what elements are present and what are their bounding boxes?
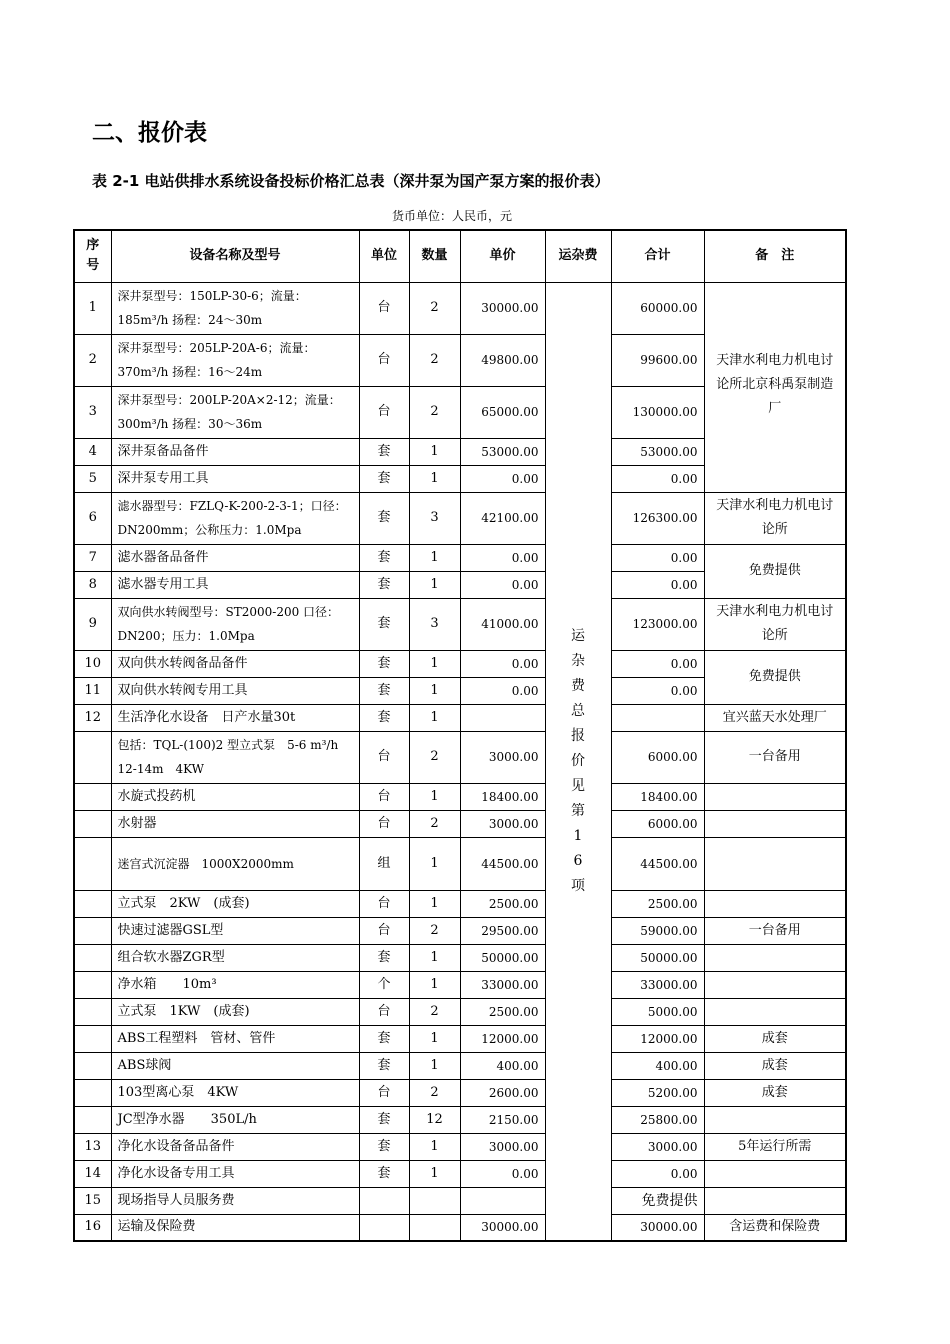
- row-total: 50000.00: [611, 944, 704, 971]
- row-price: 44500.00: [460, 837, 545, 890]
- row-total: 2500.00: [611, 890, 704, 917]
- table-row: [74, 1214, 846, 1241]
- row-total: 5200.00: [611, 1079, 704, 1106]
- row-name: 净水箱 10m³: [111, 971, 359, 998]
- row-name: JC型净水器 350L/h: [111, 1106, 359, 1133]
- table-row: [74, 971, 846, 998]
- currency-note: 货币单位：人民币，元: [392, 209, 513, 223]
- table-row: [74, 731, 846, 783]
- row-seq: [74, 783, 111, 810]
- table-row: [74, 492, 846, 544]
- row-qty: 1: [409, 1052, 460, 1079]
- row-unit: 个: [359, 971, 409, 998]
- row-name: 运输及保险费: [111, 1214, 359, 1241]
- table-row: [74, 917, 846, 944]
- row-seq: [74, 998, 111, 1025]
- row-price: 12000.00: [460, 1025, 545, 1052]
- row-name: 深井泵型号：150LP-30-6；流量：185m³/h 扬程：24～30m: [111, 282, 359, 334]
- row-name: 迷宫式沉淀器 1000X2000mm: [111, 837, 359, 890]
- row-qty: 1: [409, 783, 460, 810]
- row-price: 0.00: [460, 677, 545, 704]
- row-unit: 台: [359, 282, 409, 334]
- table-row: [74, 837, 846, 890]
- row-remark: [704, 944, 846, 971]
- row-name: 深井泵专用工具: [111, 465, 359, 492]
- row-name: 包括：TQL-(100)2 型立式泵 5-6 m³/h 12-14m 4KW: [111, 731, 359, 783]
- table-header-row: [74, 230, 846, 282]
- row-price: 2500.00: [460, 998, 545, 1025]
- row-qty: 1: [409, 971, 460, 998]
- header-freight: 运杂费: [545, 230, 611, 282]
- row-price: 65000.00: [460, 386, 545, 438]
- row-price: 2150.00: [460, 1106, 545, 1133]
- row-unit: 组: [359, 837, 409, 890]
- row-seq: 7: [74, 544, 111, 571]
- table-row: [74, 890, 846, 917]
- row-name: 滤水器专用工具: [111, 571, 359, 598]
- row-seq: [74, 917, 111, 944]
- table-row: [74, 1079, 846, 1106]
- row-unit: 台: [359, 1079, 409, 1106]
- table-row: [74, 598, 846, 650]
- row-name: ABS球阀: [111, 1052, 359, 1079]
- row-qty: 3: [409, 598, 460, 650]
- remark-row-6: 天津水利电力机电讨论所: [704, 492, 846, 544]
- row-total: 3000.00: [611, 1133, 704, 1160]
- row-seq: 5: [74, 465, 111, 492]
- table-caption: 表 2-1 电站供排水系统设备投标价格汇总表（深井泵为国产泵方案的报价表）: [92, 172, 610, 190]
- row-qty: 1: [409, 571, 460, 598]
- row-remark: [704, 783, 846, 810]
- row-price: 3000.00: [460, 810, 545, 837]
- remark-backup-2: 一台备用: [704, 917, 846, 944]
- row-unit: 台: [359, 917, 409, 944]
- row-seq: [74, 1052, 111, 1079]
- row-total: 12000.00: [611, 1025, 704, 1052]
- row-name: 深井泵型号：205LP-20A-6；流量：370m³/h 扬程：16～24m: [111, 334, 359, 386]
- row-price: 400.00: [460, 1052, 545, 1079]
- table-row: [74, 1025, 846, 1052]
- row-unit: 套: [359, 598, 409, 650]
- row-price: 3000.00: [460, 731, 545, 783]
- row-total: 25800.00: [611, 1106, 704, 1133]
- row-remark: [704, 1106, 846, 1133]
- row-name: 组合软水器ZGR型: [111, 944, 359, 971]
- row-remark: [704, 1187, 846, 1214]
- row-name: 现场指导人员服务费: [111, 1187, 359, 1214]
- row-price: 30000.00: [460, 282, 545, 334]
- row-unit: 套: [359, 677, 409, 704]
- row-name: 净化水设备专用工具: [111, 1160, 359, 1187]
- page-heading: 二、报价表: [92, 120, 207, 146]
- row-seq: 6: [74, 492, 111, 544]
- row-name: 净化水设备备品备件: [111, 1133, 359, 1160]
- header-total: 合计: [611, 230, 704, 282]
- row-unit: 套: [359, 944, 409, 971]
- table-row: [74, 810, 846, 837]
- row-price: 29500.00: [460, 917, 545, 944]
- row-name: 水旋式投药机: [111, 783, 359, 810]
- row-seq: [74, 1025, 111, 1052]
- row-remark: [704, 998, 846, 1025]
- row-total: 123000.00: [611, 598, 704, 650]
- row-seq: 11: [74, 677, 111, 704]
- row-total: 5000.00: [611, 998, 704, 1025]
- row-unit: 套: [359, 1160, 409, 1187]
- table-row: [74, 1187, 846, 1214]
- row-total: 0.00: [611, 571, 704, 598]
- row-seq: [74, 971, 111, 998]
- row-unit: 套: [359, 465, 409, 492]
- row-seq: [74, 890, 111, 917]
- row-total: 30000.00: [611, 1214, 704, 1241]
- table-row: [74, 650, 846, 677]
- row-seq: [74, 837, 111, 890]
- row-seq: 9: [74, 598, 111, 650]
- row-price: 2500.00: [460, 890, 545, 917]
- row-total: 44500.00: [611, 837, 704, 890]
- row-name: 生活净化水设备 日产水量30t: [111, 704, 359, 731]
- row-price: 0.00: [460, 544, 545, 571]
- row-name: 快速过滤器GSL型: [111, 917, 359, 944]
- row-price: 0.00: [460, 465, 545, 492]
- row-total: 33000.00: [611, 971, 704, 998]
- row-seq: 4: [74, 438, 111, 465]
- remark-set-2: 成套: [704, 1052, 846, 1079]
- row-name: 103型离心泵 4KW: [111, 1079, 359, 1106]
- row-unit: 台: [359, 731, 409, 783]
- row-seq: [74, 810, 111, 837]
- row-qty: 2: [409, 917, 460, 944]
- row-seq: 13: [74, 1133, 111, 1160]
- table-row: [74, 783, 846, 810]
- header-unit: 单位: [359, 230, 409, 282]
- price-table: [73, 229, 847, 1242]
- remark-row-9: 天津水利电力机电讨论所: [704, 598, 846, 650]
- row-price: 3000.00: [460, 1133, 545, 1160]
- row-unit: 台: [359, 386, 409, 438]
- row-total: 0.00: [611, 544, 704, 571]
- row-qty: 2: [409, 731, 460, 783]
- table-row: [74, 544, 846, 571]
- row-qty: 1: [409, 704, 460, 731]
- row-price: 0.00: [460, 1160, 545, 1187]
- row-qty: 1: [409, 1133, 460, 1160]
- row-unit: 套: [359, 492, 409, 544]
- row-seq: 2: [74, 334, 111, 386]
- remark-manufacturer: 天津水利电力机电讨论所北京科禹泵制造厂: [704, 282, 846, 492]
- row-total: 126300.00: [611, 492, 704, 544]
- row-unit: 台: [359, 783, 409, 810]
- row-qty: 12: [409, 1106, 460, 1133]
- row-total: 0.00: [611, 650, 704, 677]
- row-unit: 套: [359, 438, 409, 465]
- row-name: 双向供水转阀型号：ST2000-200 口径：DN200；压力：1.0Mpa: [111, 598, 359, 650]
- row-remark: [704, 890, 846, 917]
- freight-note-cell: [545, 282, 611, 1241]
- row-remark: [704, 1160, 846, 1187]
- row-name: 双向供水转阀备品备件: [111, 650, 359, 677]
- row-qty: 1: [409, 465, 460, 492]
- remark-rows-7-8: 免费提供: [704, 544, 846, 598]
- table-row: [74, 282, 846, 334]
- row-seq: 8: [74, 571, 111, 598]
- remark-row-12: 宜兴蓝天水处理厂: [704, 704, 846, 731]
- row-price: 49800.00: [460, 334, 545, 386]
- row-qty: 1: [409, 1160, 460, 1187]
- row-qty: [409, 1214, 460, 1241]
- row-total: 53000.00: [611, 438, 704, 465]
- header-name: 设备名称及型号: [111, 230, 359, 282]
- row-seq: [74, 731, 111, 783]
- row-name: 水射器: [111, 810, 359, 837]
- table-row: [74, 1160, 846, 1187]
- row-name: 滤水器备品备件: [111, 544, 359, 571]
- row-qty: 1: [409, 544, 460, 571]
- row-qty: 1: [409, 890, 460, 917]
- table-row: [74, 704, 846, 731]
- row-total: 59000.00: [611, 917, 704, 944]
- row-qty: 2: [409, 810, 460, 837]
- row-unit: 套: [359, 544, 409, 571]
- row-remark: [704, 810, 846, 837]
- row-unit: 套: [359, 1133, 409, 1160]
- row-total: 6000.00: [611, 731, 704, 783]
- row-name: ABS工程塑料 管材、管件: [111, 1025, 359, 1052]
- row-total: 400.00: [611, 1052, 704, 1079]
- row-total: 99600.00: [611, 334, 704, 386]
- freight-note: 运杂费总报价见第16项: [571, 627, 585, 894]
- remark-free-service: 免费提供: [460, 1187, 704, 1214]
- remark-set-3: 成套: [704, 1079, 846, 1106]
- remark-backup-1: 一台备用: [704, 731, 846, 783]
- row-qty: [409, 1187, 460, 1214]
- row-total: 60000.00: [611, 282, 704, 334]
- row-qty: 2: [409, 334, 460, 386]
- row-seq: 10: [74, 650, 111, 677]
- row-qty: 2: [409, 282, 460, 334]
- table-row: [74, 1106, 846, 1133]
- remark-rows-10-11: 免费提供: [704, 650, 846, 704]
- row-qty: 2: [409, 386, 460, 438]
- row-name: 滤水器型号：FZLQ-K-200-2-3-1；口径：DN200mm；公称压力：1.0Mpa: [111, 492, 359, 544]
- row-qty: 2: [409, 1079, 460, 1106]
- header-remark: 备 注: [704, 230, 846, 282]
- row-price: 0.00: [460, 571, 545, 598]
- row-price: 42100.00: [460, 492, 545, 544]
- remark-set-1: 成套: [704, 1025, 846, 1052]
- row-price: 53000.00: [460, 438, 545, 465]
- row-name: 深井泵型号：200LP-20A×2-12；流量：300m³/h 扬程：30～36m: [111, 386, 359, 438]
- row-total: 6000.00: [611, 810, 704, 837]
- row-unit: 台: [359, 810, 409, 837]
- row-total: [611, 704, 704, 731]
- row-total: 18400.00: [611, 783, 704, 810]
- row-unit: 台: [359, 334, 409, 386]
- row-qty: 1: [409, 650, 460, 677]
- row-price: 30000.00: [460, 1214, 545, 1241]
- row-qty: 3: [409, 492, 460, 544]
- row-qty: 1: [409, 438, 460, 465]
- row-price: 33000.00: [460, 971, 545, 998]
- row-qty: 1: [409, 944, 460, 971]
- row-price: 41000.00: [460, 598, 545, 650]
- table-row: [74, 1052, 846, 1079]
- row-total: 0.00: [611, 677, 704, 704]
- row-total: 0.00: [611, 465, 704, 492]
- header-qty: 数量: [409, 230, 460, 282]
- row-name: 立式泵 1KW (成套): [111, 998, 359, 1025]
- table-row: [74, 1133, 846, 1160]
- row-qty: 1: [409, 1025, 460, 1052]
- row-unit: 台: [359, 998, 409, 1025]
- row-name: 深井泵备品备件: [111, 438, 359, 465]
- row-unit: [359, 1187, 409, 1214]
- row-seq: 1: [74, 282, 111, 334]
- row-remark: [704, 971, 846, 998]
- remark-five-year: 5年运行所需: [704, 1133, 846, 1160]
- row-unit: [359, 1214, 409, 1241]
- row-seq: 3: [74, 386, 111, 438]
- row-unit: 套: [359, 704, 409, 731]
- row-name: 双向供水转阀专用工具: [111, 677, 359, 704]
- row-price: 18400.00: [460, 783, 545, 810]
- header-seq: 序号: [74, 230, 111, 282]
- row-qty: 2: [409, 998, 460, 1025]
- row-unit: 套: [359, 1052, 409, 1079]
- row-unit: 套: [359, 571, 409, 598]
- row-seq: 16: [74, 1214, 111, 1241]
- row-name: 立式泵 2KW (成套): [111, 890, 359, 917]
- row-qty: 1: [409, 677, 460, 704]
- row-unit: 套: [359, 1106, 409, 1133]
- table-row: [74, 998, 846, 1025]
- row-seq: [74, 944, 111, 971]
- row-seq: [74, 1106, 111, 1133]
- row-seq: 15: [74, 1187, 111, 1214]
- row-price: 50000.00: [460, 944, 545, 971]
- row-total: 0.00: [611, 1160, 704, 1187]
- remark-freight-insurance: 含运费和保险费: [704, 1214, 846, 1241]
- row-seq: 14: [74, 1160, 111, 1187]
- row-unit: 台: [359, 890, 409, 917]
- row-remark: [704, 837, 846, 890]
- row-seq: [74, 1079, 111, 1106]
- row-unit: 套: [359, 650, 409, 677]
- row-qty: 1: [409, 837, 460, 890]
- row-price: 0.00: [460, 650, 545, 677]
- row-total: 130000.00: [611, 386, 704, 438]
- table-row: [74, 944, 846, 971]
- row-price: 2600.00: [460, 1079, 545, 1106]
- row-unit: 套: [359, 1025, 409, 1052]
- row-seq: 12: [74, 704, 111, 731]
- header-price: 单价: [460, 230, 545, 282]
- row-price: [460, 704, 545, 731]
